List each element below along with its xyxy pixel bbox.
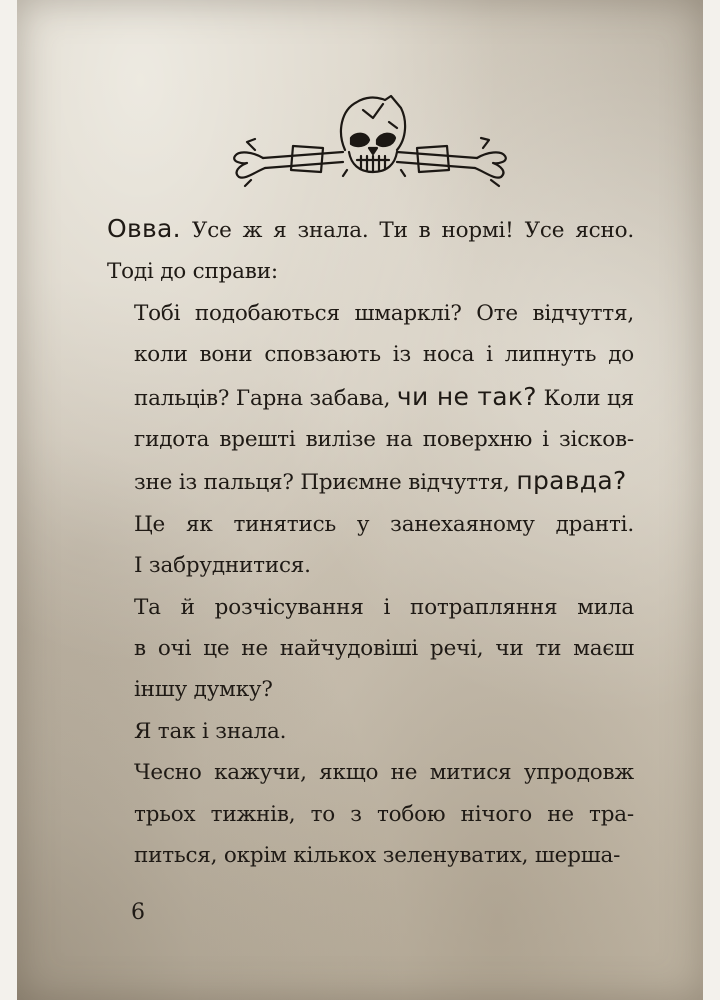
text-segment: пальців? Гарна забава, bbox=[134, 385, 397, 411]
text-line bbox=[107, 835, 634, 876]
text-line bbox=[107, 545, 634, 586]
text-line bbox=[107, 794, 634, 835]
paragraph bbox=[107, 752, 634, 876]
text-segment: коли вони сповзають із носа і липнуть до bbox=[134, 342, 634, 368]
text-segment: Тобі подобаються шмарклі? Оте відчуття, bbox=[134, 300, 634, 326]
text-segment: Я так і знала. bbox=[134, 718, 287, 744]
text-segment: зне із пальця? Приємне відчуття, bbox=[134, 470, 517, 496]
text-line bbox=[107, 504, 634, 545]
text-segment: питься, окрім кількох зеленуватих, шерша- bbox=[134, 843, 621, 869]
book-page bbox=[17, 0, 703, 1000]
text-line bbox=[107, 669, 634, 710]
text-line bbox=[107, 419, 634, 460]
text-line bbox=[107, 376, 634, 419]
text-segment: Чесно кажучи, якщо не митися упродовж bbox=[134, 760, 634, 786]
text-segment: Та й розчісування і потрапляння мила bbox=[134, 594, 634, 620]
text-line bbox=[107, 628, 634, 669]
text-segment: Це як тинятись у занехаяному дранті. bbox=[134, 511, 634, 537]
paragraph bbox=[107, 504, 634, 587]
text-line bbox=[107, 711, 634, 752]
paragraph bbox=[107, 293, 634, 504]
handwritten-text: чи не так? bbox=[396, 381, 537, 411]
paragraph bbox=[107, 711, 634, 752]
text-segment: І забруднитися. bbox=[134, 553, 311, 579]
paragraph bbox=[107, 208, 634, 293]
text-segment: Коли ця bbox=[536, 385, 635, 411]
text-line bbox=[107, 752, 634, 793]
body-text bbox=[107, 208, 634, 877]
text-segment: гидота врешті вилізе на поверхню і зісков- bbox=[134, 427, 634, 453]
text-line bbox=[107, 293, 634, 334]
paragraph bbox=[107, 587, 634, 711]
page-number: 6 bbox=[131, 900, 145, 925]
handwritten-text: Овва. bbox=[107, 214, 181, 243]
text-segment: Тоді до справи: bbox=[107, 259, 278, 285]
text-segment: іншу думку? bbox=[134, 677, 273, 703]
handwritten-text: правда? bbox=[516, 466, 627, 496]
text-line bbox=[107, 334, 634, 375]
text-segment: трьох тижнів, то з тобою нічого не тра- bbox=[134, 801, 634, 827]
text-line bbox=[107, 251, 634, 292]
text-segment: в очі це не найчудовіші речі, чи ти маєш bbox=[134, 636, 634, 662]
text-segment: Усе ж я знала. Ти в нормі! Усе ясно. bbox=[180, 218, 634, 243]
text-line bbox=[107, 460, 634, 503]
text-line bbox=[107, 208, 634, 251]
text-line bbox=[107, 587, 634, 628]
skull-crossbones-icon bbox=[225, 92, 515, 192]
